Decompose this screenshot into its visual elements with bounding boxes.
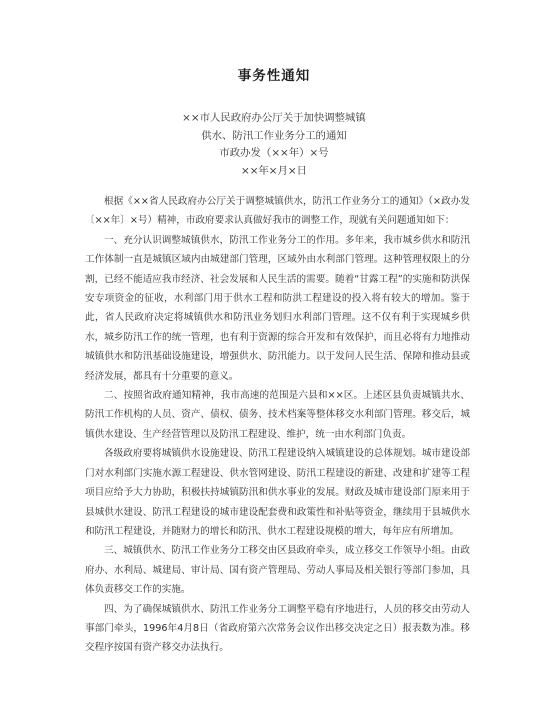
paragraph-section-2-cont: 各级政府要将城镇供水设施建设、防汛工程建设纳入城镇建设的总体规划。城市建设部门对水利部门实施水源工程建设、供水管网建设、防汛工程建设的新建、改建和扩建等工程项目应给予大力协助，积极扶持城镇防汛和供水事业的发展。财政及城市建设部门原来用于县城供水建设、防汛工程建设的城市建设配套费和政策性和补贴等资金，继续用于县城供水和防汛工程建设，并随财力的增长和防汛、供水工程建设规模的增大，每年应有所增加。	[85, 448, 470, 537]
paragraph-section-3: 三、城镇供水、防汛工作业务分工移交由区县政府牵头，成立移交工作领导小组。由政府办、水利局、城建局、审计局、国有资产管理局、劳动人事局及相关银行等部门参加，具体负责移交工作的实施。	[85, 545, 470, 596]
header-line-date: ××年×月×日	[241, 164, 307, 177]
header-line-subject: 供水、防汛工作业务分工的通知	[201, 129, 347, 142]
header-line-issuer: ××市人民政府办公厅关于加快调整城镇	[182, 112, 366, 124]
document-body	[85, 192, 470, 658]
notice-header	[0, 110, 548, 180]
paragraph-section-1: 一、充分认识调整城镇供水，防汛工作业务分工的作用。多年来，我市城乡供水和防汛工作体制一直是城镇区域内由城建部门管理，区域外由水利部门管理。这种管理权限上的分割，已经不能适应我市经济、社会发展和人民生活的需要。随着“甘露工程”的实施和防洪保安专项资金的征收，水利部门用于供水工程和防洪工程建设的投入将有较大的增加。鉴于此，省人民政府决定将城镇供水和防汛业务划归水利部门管理。这不仅有利于实现城乡供水，城乡防汛工作的统一管理，也有利于资源的综合开发和有效保护，而且必将有力地推动城镇供水和防汛基础设施建设，增强供水、防汛能力。以于发问人民生活、保障和推动县或经济发展，都具有十分重要的意义。	[85, 234, 470, 382]
paragraph-section-2: 二、按照省政府通知精神，我市高速的范围是六县和××区。上述区县负责城镇共水、防汛工作机构的人员、资产、债权、债务、技术档案等整体移交水利部门管理。移交后，城镇供水建设、生产经营管理以及防汛工程建设、维护，统一由水利部门负责。	[85, 390, 470, 440]
header-line-doc-number: 市政办发（××年）×号	[219, 147, 329, 159]
paragraph-intro: 根据《××省人民政府办公厅关于调整城镇供水，防汛工作业务分工的通知》（×政办发〔××年〕×号）精神，市政府要求认真做好我市的调整工作，现就有关问题通知如下：	[85, 196, 470, 227]
document-title: 事务性通知	[237, 68, 311, 84]
paragraph-section-4: 四、为了确保城镇供水、防汛工作业务分工调整平稳有序地进行，人员的移交由劳动人事部门牵头，1996年4月8日（省政府第六次常务会议作出移交决定之日）报表数为准。移交程序按国有资产移交办法执行。	[85, 603, 470, 654]
